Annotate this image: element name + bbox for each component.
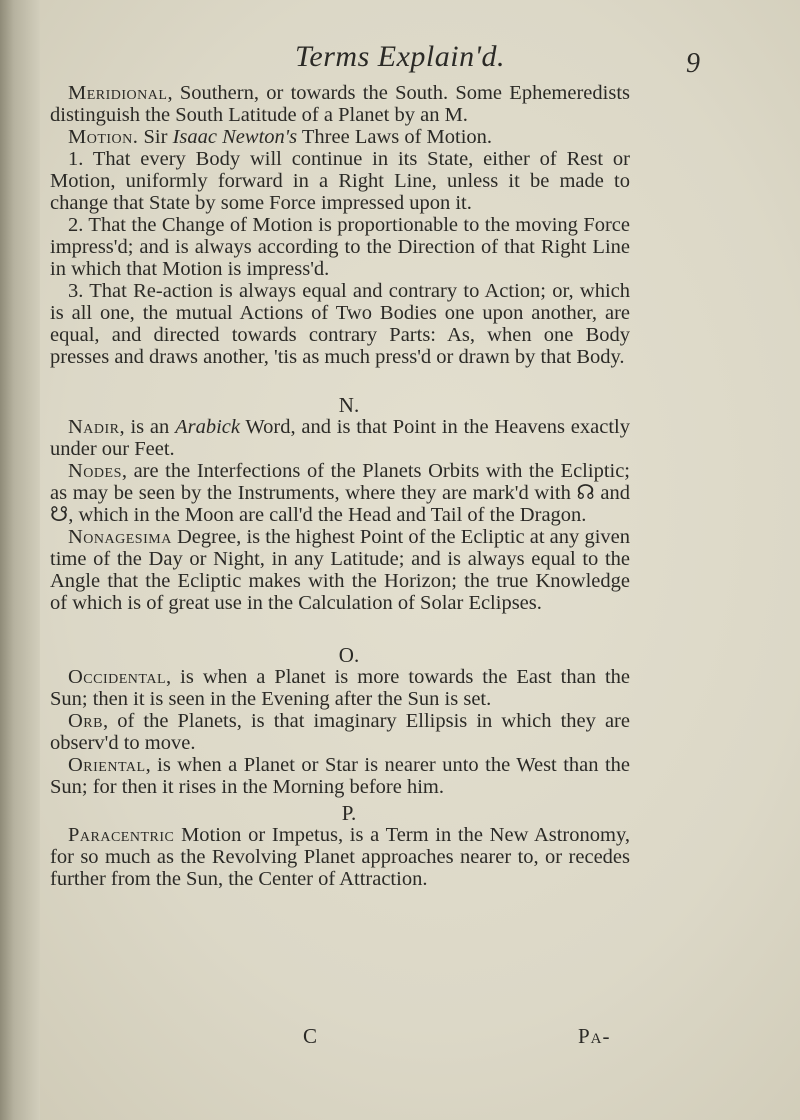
term-oriental: Oriental — [68, 754, 146, 776]
binding-gutter — [0, 0, 40, 1120]
entry-text: , is an — [119, 416, 176, 438]
entry-text: , Southern, or towards the South. Some Ephemeredists distinguish the South Latitude of a Planet by an M. — [50, 82, 630, 126]
entry-orb — [50, 710, 630, 754]
entry-motion — [50, 126, 630, 148]
signature-mark: C — [303, 1024, 318, 1048]
law-2: 2. That the Change of Motion is proportionable to the moving Force impress'd; and is always according to the Direction of that Right Line in which that Motion is impress'd. — [50, 214, 630, 280]
section-letter-p: P. — [341, 801, 357, 825]
term-nodes: Nodes — [68, 460, 122, 482]
entry-nonagesima — [50, 526, 630, 614]
entry-text: Motion or Impetus, is a Term in the New Astronomy, for so much as the Revolving Planet approaches nearer to, or recedes further from the Sun, the Center of Attraction. — [50, 824, 630, 890]
section-letter-o: O. — [338, 643, 360, 667]
term-motion: Motion. — [68, 126, 139, 148]
entry-meridional — [50, 82, 630, 126]
entry-text: Sir — [138, 126, 173, 148]
entry-paracentric — [50, 824, 630, 890]
term-orb: Orb — [68, 710, 103, 732]
entry-text: Degree, is the highest Point of the Ecliptic at any given time of the Day or Night, in any Latitude; and is always equal to the Angle that the Ecliptic makes with the Horizon; the true Knowledge of which is of great use in the Calculation of Solar Eclipses. — [50, 526, 630, 614]
term-meridional: Meridional — [68, 82, 168, 104]
catchword: Pa- — [578, 1024, 611, 1048]
term-nadir: Nadir — [68, 416, 120, 438]
law-3: 3. That Re-action is always equal and contrary to Action; or, which is all one, the mutual Actions of Two Bodies one upon another, are equal, and directed towards contrary Parts: As, when one Body presses and draws another, 'tis as much press'd or drawn by that Body. — [50, 280, 630, 368]
entry-nodes — [50, 460, 630, 526]
entry-oriental — [50, 754, 630, 798]
entry-text: , is when a Planet or Star is nearer unto the West than the Sun; for then it rises in the Morning before him. — [50, 754, 630, 798]
section-letter-n: N. — [338, 393, 360, 417]
entry-nadir — [50, 416, 630, 460]
entry-text: Word, and is that Point in the Heavens exactly under our Feet. — [50, 416, 630, 460]
term-nonagesima: Nonagesima — [68, 526, 172, 548]
law-1: 1. That every Body will continue in its State, either of Rest or Motion, uniformly forward in a Right Line, unless it be made to change that State by some Force impressed upon it. — [50, 148, 630, 214]
page-footer — [0, 1024, 800, 1054]
entry-text: Three Laws of Motion. — [297, 126, 493, 148]
page-number: 9 — [686, 48, 700, 79]
term-paracentric: Paracentric — [68, 824, 175, 846]
entry-text: , is when a Planet is more towards the East than the Sun; then it is seen in the Evening after the Sun is set. — [50, 666, 630, 710]
italic-name: Isaac Newton's — [172, 126, 298, 148]
entry-text: , of the Planets, is that imaginary Ellipsis in which they are observ'd to move. — [50, 710, 630, 754]
term-occidental: Occidental — [68, 666, 167, 688]
entry-text: , are the Interfections of the Planets Orbits with the Ecliptic; as may be seen by the Instruments, where they are mark'd with ☊ and ☋, which in the Moon are call'd the Head and Tail of the Dragon. — [50, 460, 630, 526]
running-head: Terms Explain'd. — [295, 40, 505, 73]
italic-word: Arabick — [175, 416, 240, 438]
body-text — [50, 82, 630, 890]
entry-occidental — [50, 666, 630, 710]
